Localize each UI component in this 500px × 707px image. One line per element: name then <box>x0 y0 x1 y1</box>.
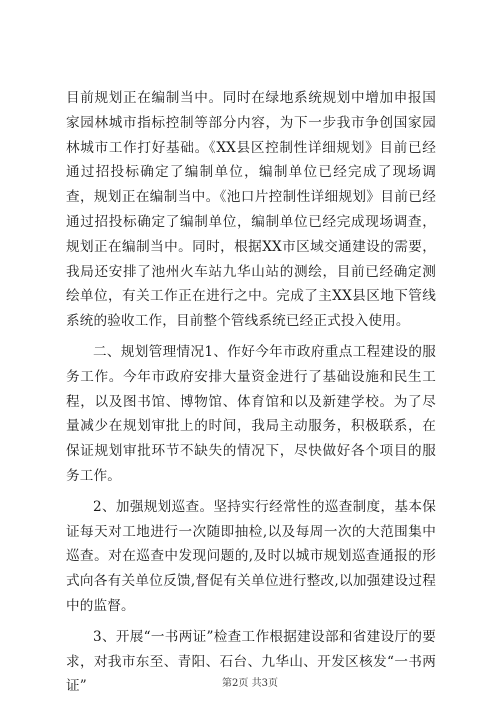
paragraph-planning-management: 二、规划管理情况1、作好今年市政府重点工程建设的服务工作。今年市政府安排大量资金进行了基础设施和民生工程，以及图书馆、博物馆、体育馆和以及新建学校。为了尽量减少在规划审批上的时间，我局主动服务，积极联系，在保证规划审批环节不缺失的情况下，尽快做好各个项目的服务工作。 <box>66 343 436 484</box>
paragraph-planning-inspection: 2、加强规划巡查。坚持实行经常性的巡查制度，基本保证每天对工地进行一次随即抽检,以及每周一次的大范围集中巡查。对在巡查中发现问题的,及时以城市规划巡查通报的形式向各有关单位反馈,督促有关单位进行整改,以加强建设过程中的监督。 <box>66 498 436 614</box>
paragraph-planning-progress: 目前规划正在编制当中。同时在绿地系统规划中增加申报国家园林城市指标控制等部分内容，为下一步我市争创国家园林城市工作打好基础。《XX县区控制性详细规划》目前已经通过招投标确定了编制单位，编制单位已经完成了现场调查，规划正在编制当中。《池口片控制性详细规划》目前已经通过招投标确定了编制单位，编制单位已经完成现场调查，规划正在编制当中。同时，根据XX市区域交通建设的需要，我局还安排了池州火车站九华山站的测绘，目前已经确定测绘单位，有关工作正在进行之中。完成了主XX县区地下管线系统的验收工作，目前整个管线系统已经正式投入使用。 <box>66 90 436 330</box>
document-body <box>66 86 436 699</box>
page-number-footer: 第2页 共3页 <box>222 678 278 689</box>
paragraph-permit-check: 3、开展“一书两证”检查工作根据建设部和省建设厅的要求，对我市东至、青阳、石台、九华山、开发区核发“一书两证” <box>66 628 436 695</box>
